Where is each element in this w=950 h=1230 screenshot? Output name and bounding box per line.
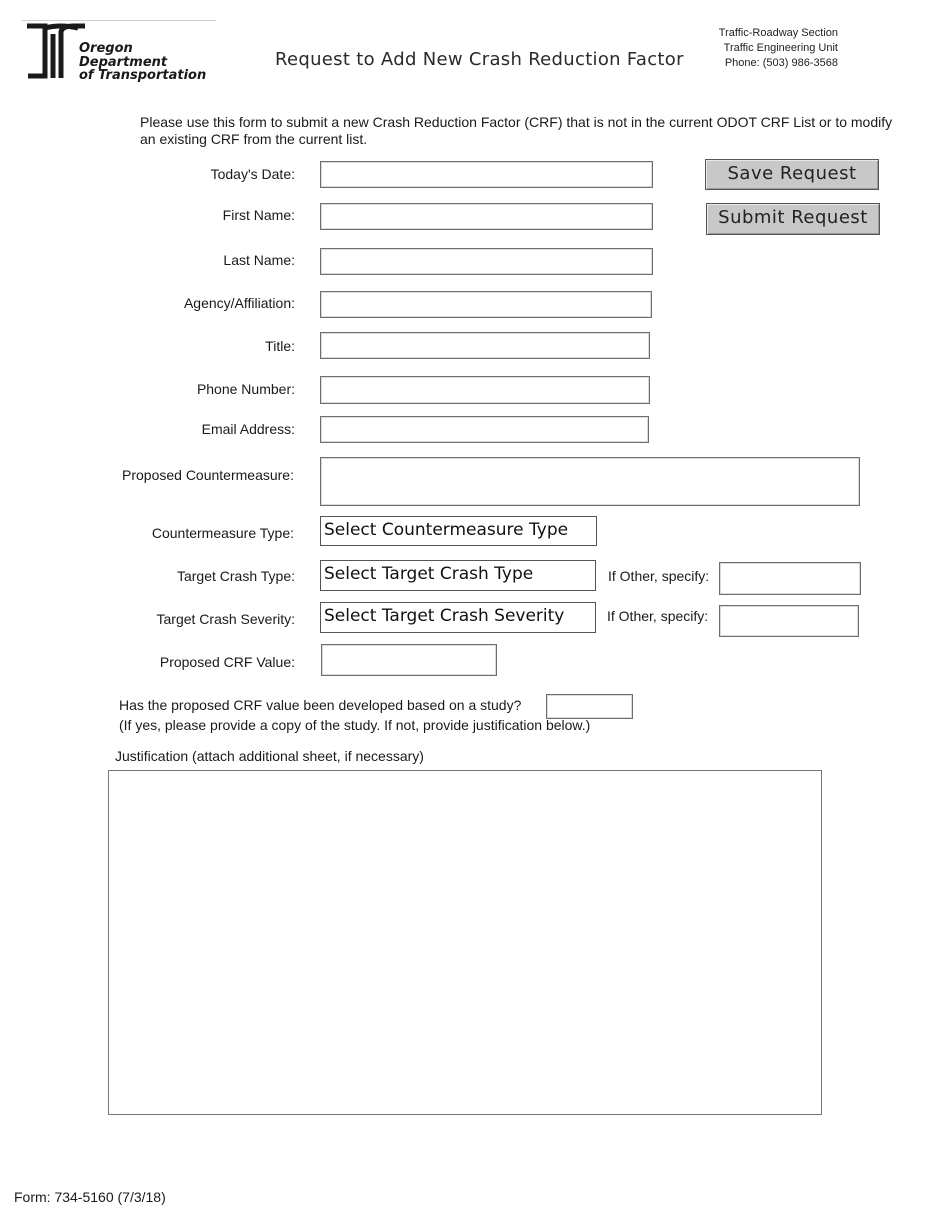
study-note: (If yes, please provide a copy of the study. If not, provide justification below.) bbox=[119, 717, 591, 733]
crash-type-other-label: If Other, specify: bbox=[608, 568, 710, 584]
proposed-countermeasure-field[interactable] bbox=[320, 457, 860, 506]
todays-date-label: Today's Date: bbox=[210, 166, 295, 182]
countermeasure-type-select[interactable]: Select Countermeasure Type bbox=[320, 516, 597, 546]
proposed-countermeasure-label: Proposed Countermeasure: bbox=[122, 467, 294, 483]
study-answer-field[interactable] bbox=[546, 694, 633, 719]
target-crash-type-select[interactable]: Select Target Crash Type bbox=[320, 560, 596, 591]
last-name-label: Last Name: bbox=[223, 252, 295, 268]
first-name-field[interactable] bbox=[320, 203, 653, 230]
proposed-crf-value-field[interactable] bbox=[321, 644, 497, 676]
last-name-field[interactable] bbox=[320, 248, 653, 275]
contact-phone: Phone: (503) 986-3568 bbox=[724, 57, 838, 69]
phone-number-field[interactable] bbox=[320, 376, 650, 404]
document-title: Request to Add New Crash Reduction Factor bbox=[275, 49, 684, 70]
odot-logo-text bbox=[79, 42, 206, 83]
odot-emblem-icon bbox=[27, 26, 85, 78]
logo-line-2: Department bbox=[79, 54, 168, 70]
phone-number-label: Phone Number: bbox=[196, 381, 295, 397]
submit-request-button[interactable]: Submit Request bbox=[706, 203, 880, 235]
agency-label: Agency/Affiliation: bbox=[183, 295, 295, 311]
first-name-label: First Name: bbox=[222, 207, 295, 223]
email-address-label: Email Address: bbox=[201, 421, 295, 437]
contact-block bbox=[690, 26, 838, 71]
target-crash-severity-select[interactable]: Select Target Crash Severity bbox=[320, 602, 596, 633]
contact-unit: Traffic Engineering Unit bbox=[723, 42, 838, 54]
intro-text: Please use this form to submit a new Crash Reduction Factor (CRF) that is not in the current ODOT CRF List or to modify an existing CRF from the current list. bbox=[140, 114, 893, 147]
justification-label: Justification (attach additional sheet, if necessary) bbox=[115, 748, 424, 764]
title-label: Title: bbox=[265, 338, 295, 354]
target-crash-severity-label: Target Crash Severity: bbox=[156, 611, 295, 627]
title-field[interactable] bbox=[320, 332, 650, 359]
proposed-crf-value-label: Proposed CRF Value: bbox=[159, 654, 295, 670]
form-number: Form: 734-5160 (7/3/18) bbox=[14, 1189, 166, 1205]
countermeasure-type-label: Countermeasure Type: bbox=[151, 525, 294, 541]
agency-field[interactable] bbox=[320, 291, 652, 318]
email-address-field[interactable] bbox=[320, 416, 649, 443]
justification-textarea[interactable] bbox=[108, 770, 822, 1115]
todays-date-field[interactable] bbox=[320, 161, 653, 188]
target-crash-type-label: Target Crash Type: bbox=[176, 568, 295, 584]
contact-section: Traffic-Roadway Section bbox=[718, 27, 838, 39]
crash-severity-other-field[interactable] bbox=[719, 605, 859, 637]
logo-line-3: of Transportation bbox=[79, 68, 207, 83]
crash-type-other-field[interactable] bbox=[719, 562, 861, 595]
study-question: Has the proposed CRF value been developed based on a study? bbox=[119, 697, 522, 713]
logo-line-1: Oregon bbox=[79, 41, 133, 56]
crash-severity-other-label: If Other, specify: bbox=[607, 608, 709, 624]
save-request-button[interactable]: Save Request bbox=[705, 159, 879, 190]
